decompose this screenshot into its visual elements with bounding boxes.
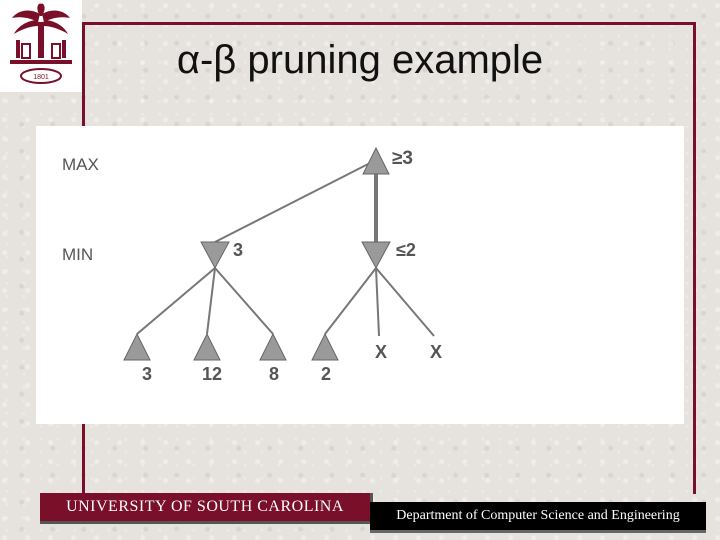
edge-min2-leaf6 <box>376 268 434 336</box>
leaf-node-1 <box>124 334 150 360</box>
min-node-1 <box>201 242 229 268</box>
frame-right-line <box>693 22 696 494</box>
seal-year: 1801 <box>33 74 49 81</box>
alpha-beta-tree <box>36 126 684 424</box>
max-node-root <box>363 148 389 174</box>
pruned-leaf-2: X <box>429 342 443 362</box>
edge-min1-leaf3 <box>215 268 273 334</box>
edge-min2-leaf4 <box>325 268 376 334</box>
diagram-panel <box>36 126 684 424</box>
edge-root-min1 <box>215 160 376 242</box>
root-bound-label: ≥3 <box>392 148 413 169</box>
pruned-leaf-1: X <box>374 342 388 362</box>
level-label-min: MIN <box>62 245 94 264</box>
university-logo <box>0 0 82 92</box>
palmetto-logo-icon <box>0 0 82 92</box>
leaf-node-3 <box>260 334 286 360</box>
footer-department: Department of Computer Science and Engineering <box>370 502 706 533</box>
slide-title: α-β pruning example <box>176 38 544 82</box>
leaf-node-2 <box>194 334 220 360</box>
leaf-value-2: 12 <box>201 364 223 384</box>
frame-top-line <box>82 22 696 25</box>
leaf-value-4: 2 <box>320 364 332 384</box>
leaf-value-3: 8 <box>268 364 280 384</box>
tree-edges <box>137 160 434 336</box>
leaf-node-4 <box>312 334 338 360</box>
min-node-1-value: 3 <box>233 240 244 260</box>
leaf-value-1: 3 <box>141 364 153 384</box>
edge-min1-leaf1 <box>137 268 215 334</box>
min-node-2 <box>362 242 390 268</box>
edge-min1-leaf2 <box>207 268 215 334</box>
edge-min2-leaf5 <box>376 268 379 336</box>
level-label-max: MAX <box>62 155 99 174</box>
footer-university: UNIVERSITY OF SOUTH CAROLINA <box>40 493 373 524</box>
min-node-2-bound: ≤2 <box>396 240 416 260</box>
